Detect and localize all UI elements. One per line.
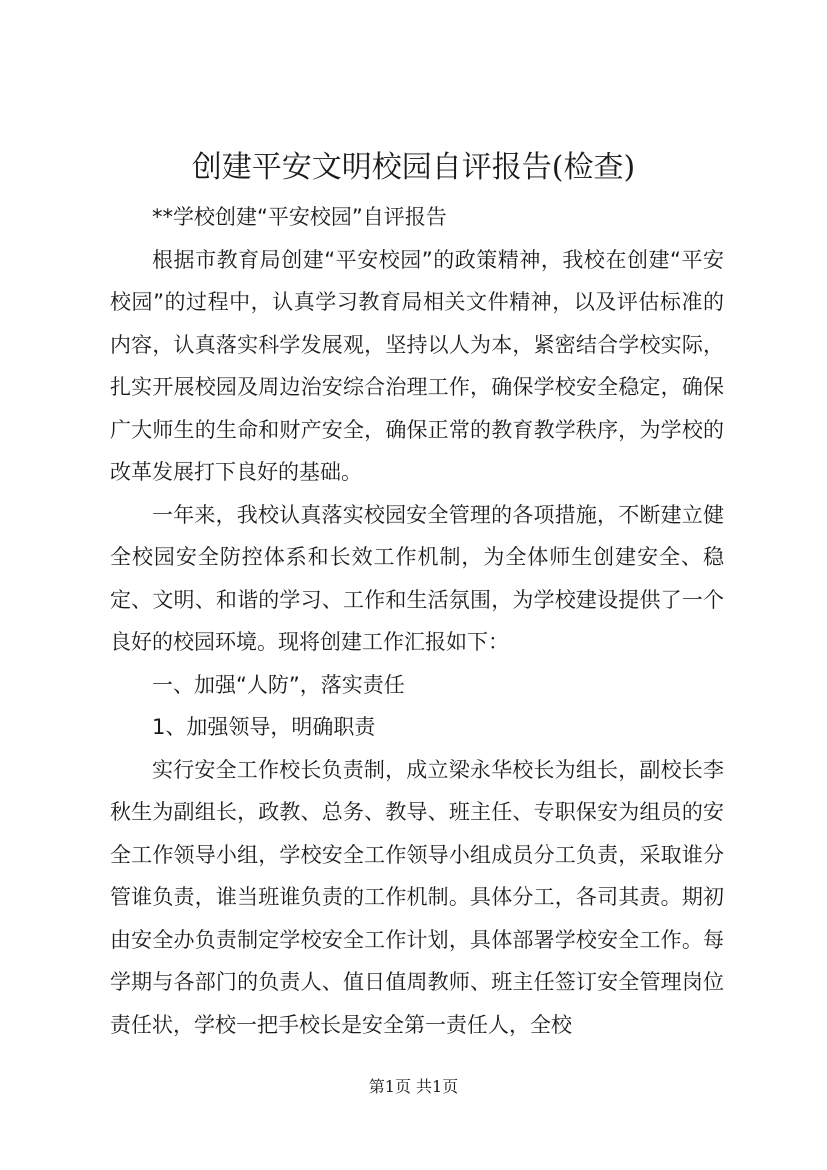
section-heading: 一、加强“人防”，落实责任 bbox=[152, 672, 405, 697]
subsection-heading: 1、加强领导，明确职责 bbox=[152, 715, 376, 739]
paragraph-subtitle: **学校创建“平安校园”自评报告 bbox=[152, 205, 447, 229]
document-title: 创建平安文明校园自评报告(检查) bbox=[191, 150, 636, 185]
page-footer: 第1页 共1页 bbox=[368, 1077, 459, 1096]
paragraph: 实行安全工作校长负责制，成立梁永华校长为组长，副校长李秋生为副组长，政教、总务、教导、班主任、专职保安为组员的安全工作领导小组，学校安全工作领导小组成员分工负责，采取谁分管谁负责，谁当班谁负责的工作机制。具体分工，各司其责。期初由安全办负责制定学校安全工作计划，具体部署学校安全工作。每学期与各部门的负责人、值日值周教师、班主任签订安全管理岗位责任状，学校一把手校长是安全第一责任人，全校 bbox=[110, 757, 724, 1037]
paragraph: 一年来，我校认真落实校园安全管理的各项措施，不断建立健全校园安全防控体系和长效工作机制，为全体师生创建安全、稳定、文明、和谐的学习、工作和生活氛围，为学校建设提供了一个良好的校园环境。现将创建工作汇报如下： bbox=[110, 502, 724, 654]
document-body bbox=[110, 196, 724, 1046]
paragraph: 根据市教育局创建“平安校园”的政策精神，我校在创建“平安校园”的过程中，认真学习教育局相关文件精神，以及评估标准的内容，认真落实科学发展观，坚持以人为本，紧密结合学校实际，扎实开展校园及周边治安综合治理工作，确保学校安全稳定，确保广大师生的生命和财产安全，确保正常的教育教学秩序，为学校的改革发展打下良好的基础。 bbox=[110, 247, 724, 484]
